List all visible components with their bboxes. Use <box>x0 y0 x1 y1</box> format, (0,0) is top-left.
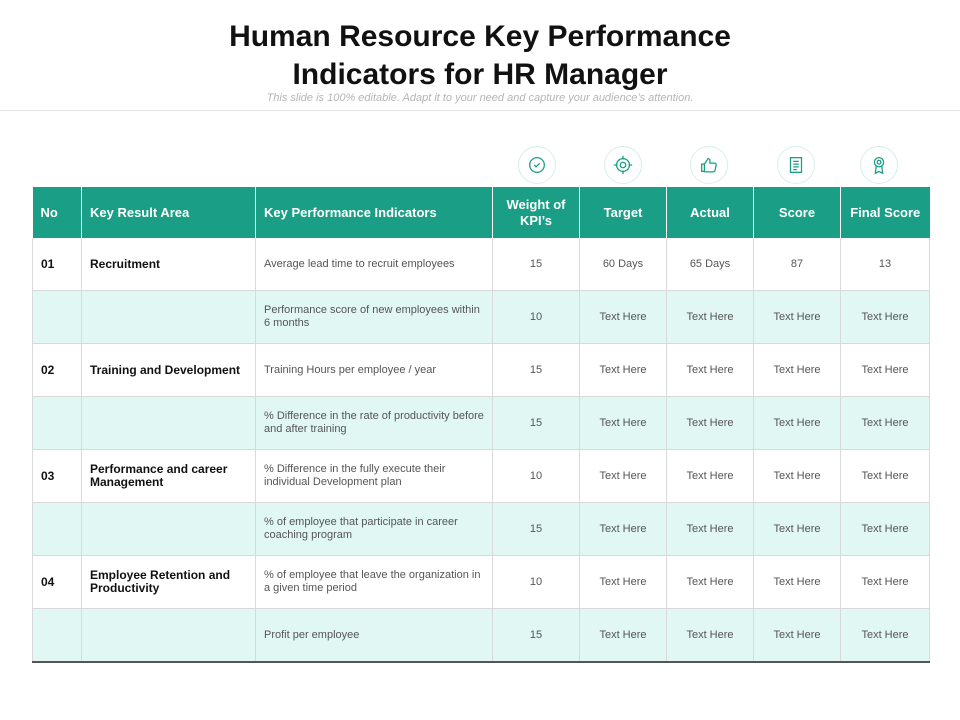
slide-subtitle: This slide is 100% editable. Adapt it to your need and capture your audience’s attention. <box>266 92 694 104</box>
cell-kpi: % Difference in the rate of productivity before and after training <box>256 397 493 450</box>
cell-no <box>33 609 82 663</box>
table-row <box>33 344 930 397</box>
cell-actual: 65 Days <box>667 238 754 291</box>
cell-kpi: Training Hours per employee / year <box>256 344 493 397</box>
title-line-1: Human Resource Key Performance <box>229 20 731 53</box>
cell-final-score: Text Here <box>841 609 930 663</box>
cell-weight: 10 <box>493 450 580 503</box>
report-icon <box>777 146 815 184</box>
header-final-score: Final Score <box>841 187 930 238</box>
header-kpi: Key Performance Indicators <box>256 187 493 238</box>
cell-key-result-area <box>82 609 256 663</box>
cell-kpi: % of employee that participate in career coaching program <box>256 503 493 556</box>
cell-key-result-area: Recruitment <box>82 238 256 291</box>
cell-final-score: Text Here <box>841 397 930 450</box>
cell-final-score: Text Here <box>841 503 930 556</box>
cell-score: Text Here <box>754 397 841 450</box>
cell-target: Text Here <box>580 291 667 344</box>
header-key-result-area: Key Result Area <box>82 187 256 238</box>
cell-kpi: Performance score of new employees within 6 months <box>256 291 493 344</box>
award-icon <box>860 146 898 184</box>
cell-target: 60 Days <box>580 238 667 291</box>
cell-target: Text Here <box>580 503 667 556</box>
kpi-table <box>32 187 930 663</box>
header-row <box>33 187 930 238</box>
cell-actual: Text Here <box>667 344 754 397</box>
slide-title <box>0 18 960 94</box>
cell-kpi: % of employee that leave the organization in a given time period <box>256 556 493 609</box>
cell-actual: Text Here <box>667 291 754 344</box>
cell-key-result-area: Training and Development <box>82 344 256 397</box>
cell-weight: 15 <box>493 238 580 291</box>
header-target: Target <box>580 187 667 238</box>
cell-no: 03 <box>33 450 82 503</box>
cell-key-result-area: Performance and career Management <box>82 450 256 503</box>
cell-no: 04 <box>33 556 82 609</box>
cell-kpi: Average lead time to recruit employees <box>256 238 493 291</box>
cell-actual: Text Here <box>667 609 754 663</box>
table-row <box>33 450 930 503</box>
cell-weight: 10 <box>493 556 580 609</box>
cell-weight: 10 <box>493 291 580 344</box>
cell-target: Text Here <box>580 450 667 503</box>
header-no: No <box>33 187 82 238</box>
cell-target: Text Here <box>580 344 667 397</box>
cell-weight: 15 <box>493 609 580 663</box>
cell-no <box>33 291 82 344</box>
header-score: Score <box>754 187 841 238</box>
cell-target: Text Here <box>580 397 667 450</box>
cell-final-score: Text Here <box>841 344 930 397</box>
crosshair-icon <box>604 146 642 184</box>
cell-score: 87 <box>754 238 841 291</box>
target-badge-icon <box>518 146 556 184</box>
cell-final-score: Text Here <box>841 556 930 609</box>
table-row <box>33 238 930 291</box>
cell-kpi: Profit per employee <box>256 609 493 663</box>
cell-target: Text Here <box>580 556 667 609</box>
cell-final-score: Text Here <box>841 450 930 503</box>
table-row <box>33 397 930 450</box>
thumbs-up-icon <box>690 146 728 184</box>
cell-no: 02 <box>33 344 82 397</box>
cell-key-result-area <box>82 503 256 556</box>
cell-weight: 15 <box>493 503 580 556</box>
cell-final-score: Text Here <box>841 291 930 344</box>
header-weight: Weight of KPI’s <box>493 187 580 238</box>
table-row <box>33 291 930 344</box>
cell-actual: Text Here <box>667 556 754 609</box>
cell-kpi: % Difference in the fully execute their individual Development plan <box>256 450 493 503</box>
cell-actual: Text Here <box>667 450 754 503</box>
cell-key-result-area <box>82 397 256 450</box>
cell-score: Text Here <box>754 556 841 609</box>
cell-no <box>33 397 82 450</box>
cell-no <box>33 503 82 556</box>
column-icons <box>0 146 960 186</box>
divider <box>0 110 960 111</box>
cell-actual: Text Here <box>667 397 754 450</box>
table-row <box>33 503 930 556</box>
cell-final-score: 13 <box>841 238 930 291</box>
cell-key-result-area: Employee Retention and Productivity <box>82 556 256 609</box>
cell-target: Text Here <box>580 609 667 663</box>
cell-key-result-area <box>82 291 256 344</box>
cell-weight: 15 <box>493 344 580 397</box>
cell-score: Text Here <box>754 609 841 663</box>
cell-score: Text Here <box>754 291 841 344</box>
cell-weight: 15 <box>493 397 580 450</box>
header-actual: Actual <box>667 187 754 238</box>
cell-score: Text Here <box>754 503 841 556</box>
table-row <box>33 609 930 663</box>
title-line-2: Indicators for HR Manager <box>292 58 668 91</box>
cell-actual: Text Here <box>667 503 754 556</box>
cell-no: 01 <box>33 238 82 291</box>
cell-score: Text Here <box>754 344 841 397</box>
cell-score: Text Here <box>754 450 841 503</box>
table-row <box>33 556 930 609</box>
